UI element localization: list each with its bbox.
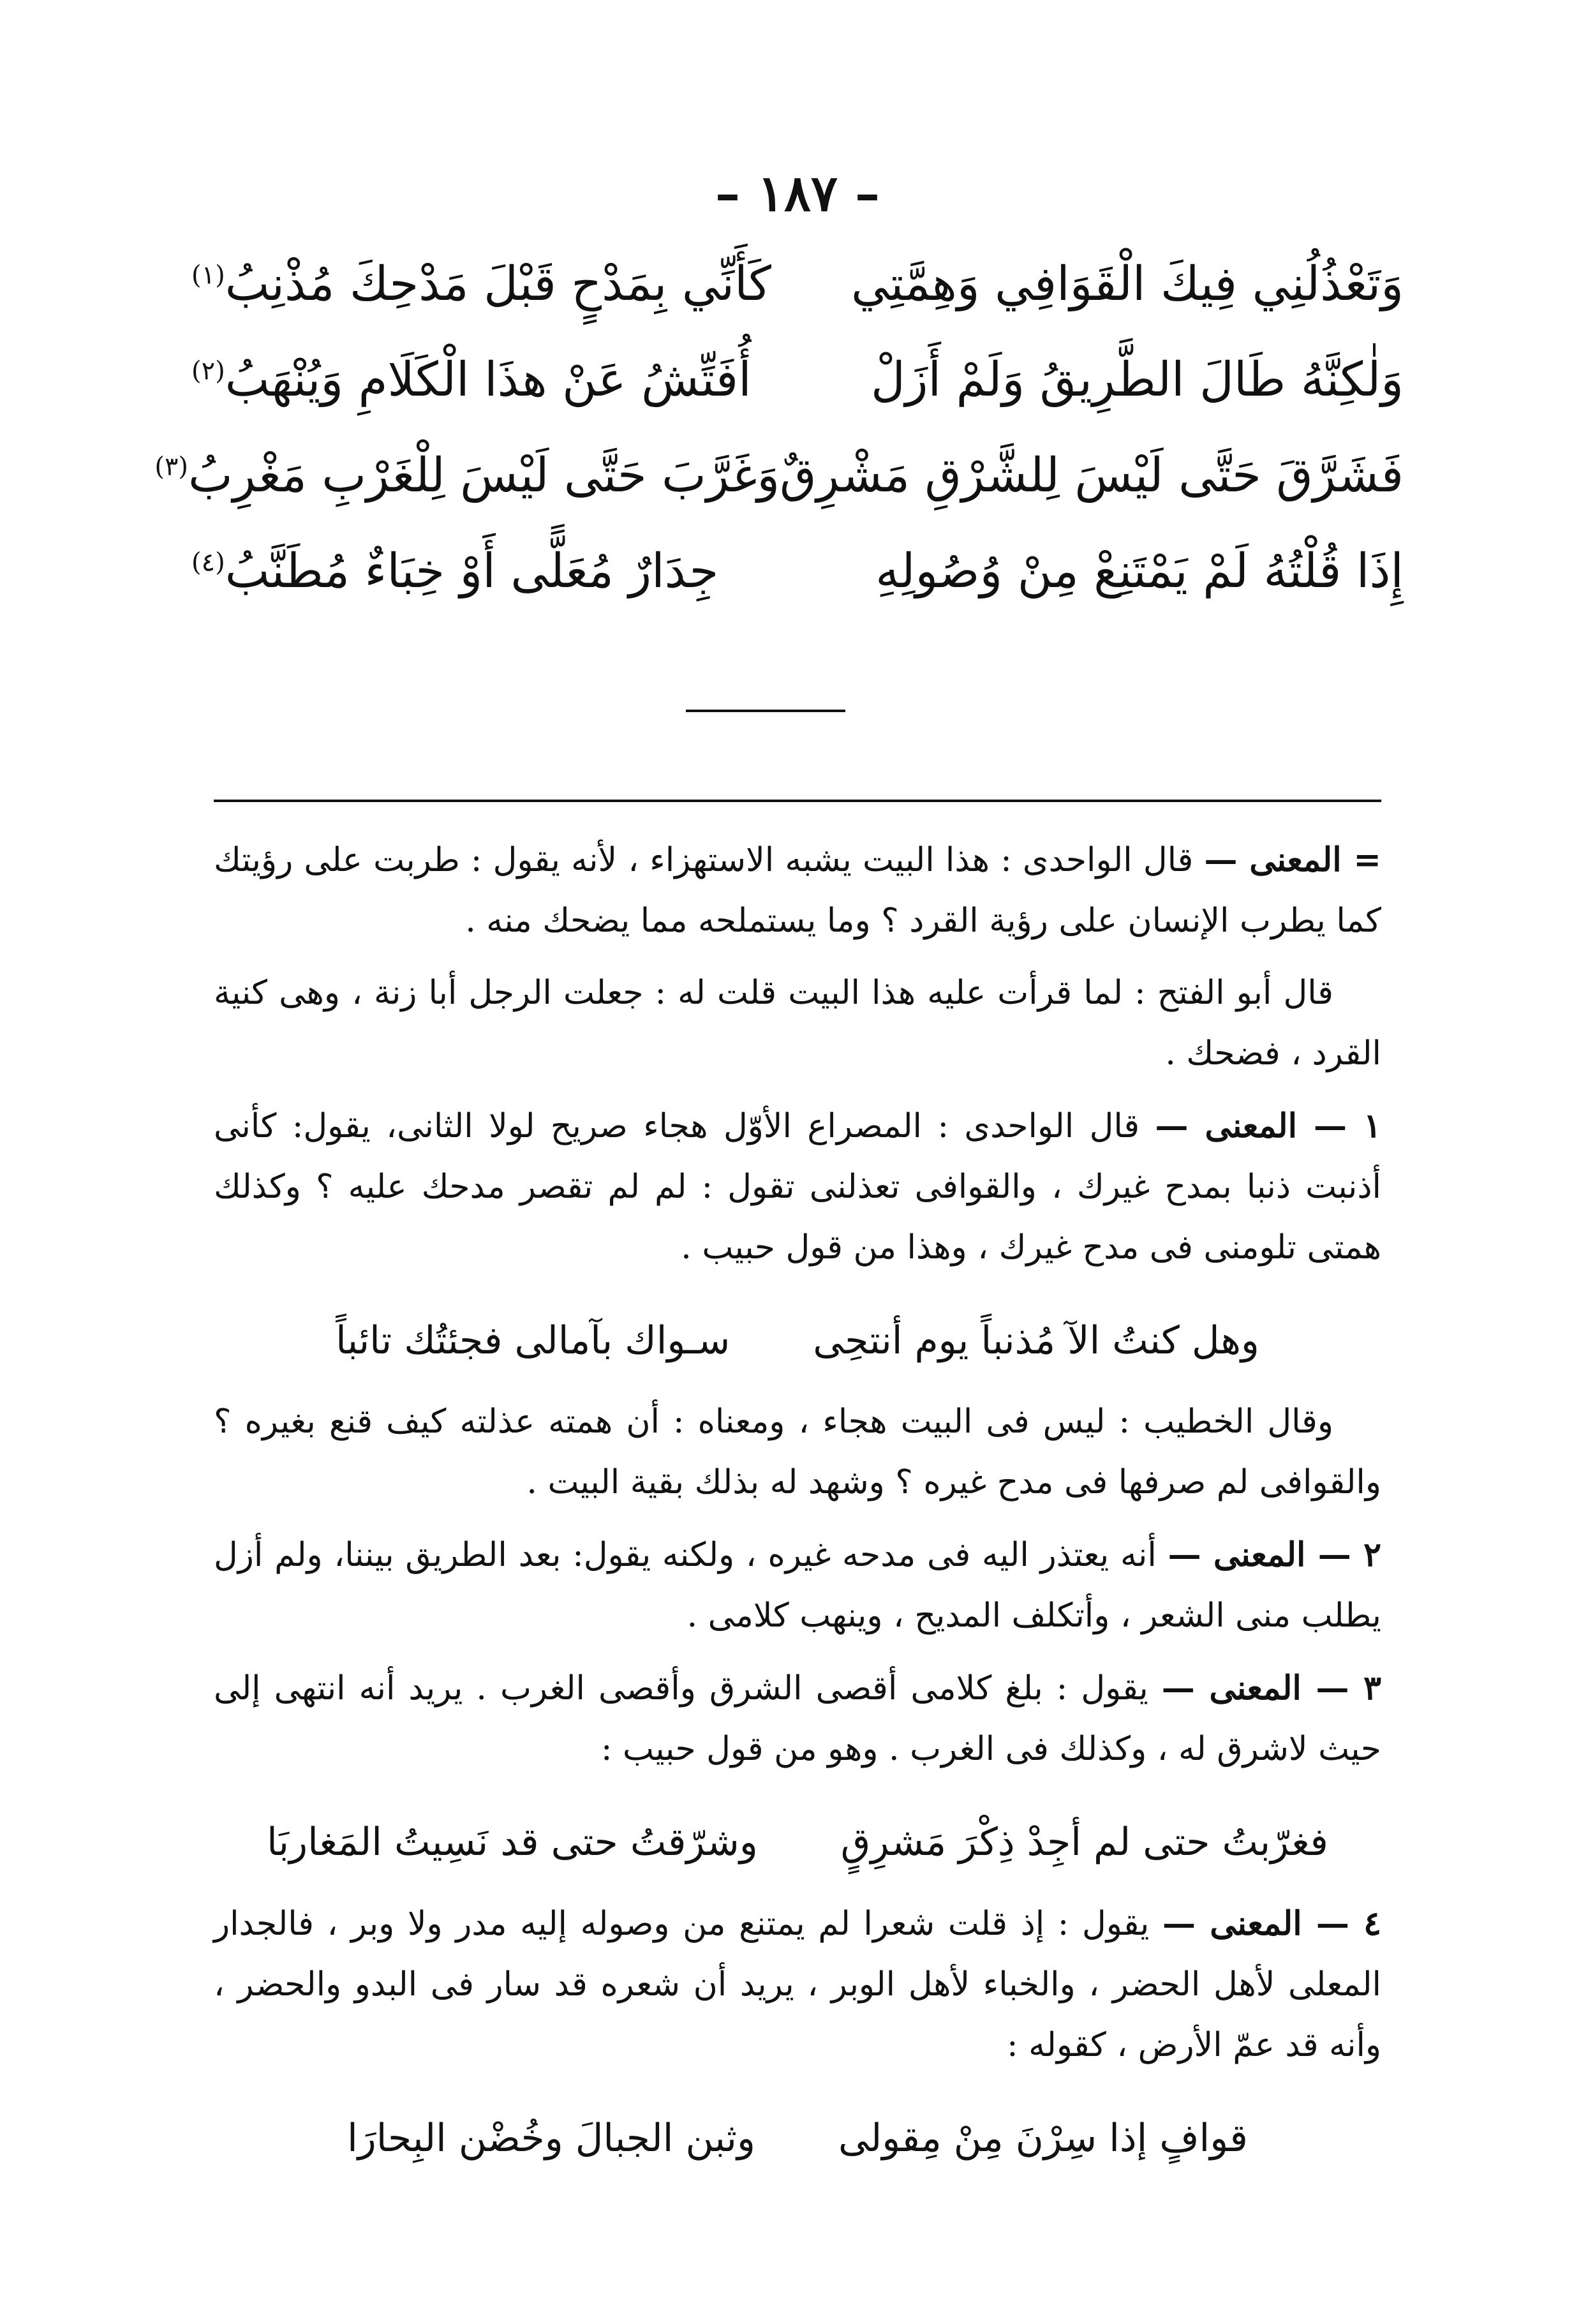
footnote-ref: (٤) (191, 547, 225, 577)
footnote-ref: (٣) (154, 452, 189, 482)
footnote-1: ١ — المعنى — قال الواحدى : المصراع الأوّل هجاء صريح لولا الثانى، يقول: كأنى أذنبت ذنبا بمدح غيرك ، والقوافى تعذلنى تقول : لم لم تقصر مدحك عليه ؟ وكذلك همتى تلومنى فى مدح غيرك ، وهذا من قول حبيب . (214, 1106, 1381, 1267)
footnote-ref: (١) (191, 260, 225, 290)
verse-line (191, 332, 1404, 428)
footnote-label: ١ — المعنى — (1155, 1106, 1381, 1145)
page-number: – ١٨٧ – (715, 165, 880, 223)
verse-first-hemistich: وَلٰكِنَّهُ طَالَ الطَّرِيقُ وَلَمْ أَزَلْ (871, 352, 1404, 407)
footnote-separator (214, 800, 1381, 802)
footnote-0: = المعنى — قال الواحدى : هذا البيت يشبه الاستهزاء ، لأنه يقول : طربت على رؤيتك كما يطرب الإنسان على رؤية القرد ؟ وما يستملحه مما يضحك منه . (214, 840, 1381, 940)
footnote-4: ٤ — المعنى — يقول : إذ قلت شعرا لم يمتنع من وصوله إليه مدر ولا وبر ، فالجدار المعلى لأهل الحضر ، والخباء لأهل الوبر ، يريد أن شعره قد سار فى البدو والحضر ، وأنه قد عمّ الأرض ، كقوله : (214, 1904, 1381, 2064)
footnote-label: = المعنى — (1204, 840, 1381, 879)
footnotes (214, 830, 1381, 2189)
verse-second-hemistich: وَغَرَّبَ حَتَّى لَيْسَ لِلْغَرْبِ مَغْرِبُ$^{(٣)}$ (154, 448, 780, 503)
verse-first-hemistich: إِذَا قُلْتُهُ لَمْ يَمْتَنِعْ مِنْ وُصُولِهِ (875, 544, 1404, 599)
verse-first-hemistich: وَتَعْذُلُنِي فِيكَ الْقَوَافِي وَهِمَّتِي (851, 257, 1404, 311)
poem (154, 236, 1404, 619)
quoted-verse: فغرّبتُ حتى لم أجِدْ ذِكْرَ مَشرِقٍ وشرّقتُ حتى قد نَسِيتُ المَغاربَا (267, 1819, 1328, 1865)
verse-line (191, 523, 1404, 619)
verse-first-hemistich: فَشَرَّقَ حَتَّى لَيْسَ لِلشَّرْقِ مَشْرِقٌ (780, 448, 1404, 503)
footnote-1-continued: وقال الخطيب : ليس فى البيت هجاء ، ومعناه : أن همته عذلته كيف قنع بغيره ؟ والقوافى لم صرفها فى مدح غيره ؟ وشهد له بذلك بقية البيت . (214, 1403, 1381, 1501)
footnote-0-continued: قال أبو الفتح : لما قرأت عليه هذا البيت قلت له : جعلت الرجل أبا زنة ، وهى كنية القرد ، فضحك . (214, 974, 1381, 1073)
verse-line (191, 236, 1404, 332)
verse-second-hemistich: كَأَنِّي بِمَدْحٍ قَبْلَ مَدْحِكَ مُذْنِبُ$^{(١)}$ (191, 257, 771, 311)
footnote-label: ٣ — المعنى — (1161, 1669, 1381, 1708)
poem-end-rule (686, 710, 845, 712)
footnote-3: ٣ — المعنى — يقول : بلغ كلامى أقصى الشرق وأقصى الغرب . يريد أنه انتهى إلى حيث لاشرق له ، وكذلك فى الغرب . وهو من قول حبيب : (214, 1669, 1381, 1768)
footnote-label: ٢ — المعنى — (1168, 1535, 1381, 1574)
quoted-verse: وهل كنتُ الآ مُذنباً يوم أنتحِى سـواك بآمالى فجئتُك تائباً (336, 1318, 1259, 1363)
verse-line (154, 428, 1404, 523)
footnote-label: ٤ — المعنى — (1162, 1904, 1381, 1943)
verse-second-hemistich: جِدَارٌ مُعَلًّى أَوْ خِبَاءٌ مُطَنَّبُ$^{(٤)}$ (191, 544, 719, 599)
footnote-ref: (٢) (191, 356, 225, 386)
verse-second-hemistich: أُفَتِّشُ عَنْ هذَا الْكَلَامِ وَيُنْهَبُ$^{(٢)}$ (191, 352, 752, 407)
quoted-verse: قوافٍ إذا سِرْنَ مِنْ مِقولى وثبن الجبالَ وخُضْن البِحارَا (347, 2115, 1248, 2161)
footnote-2: ٢ — المعنى — أنه يعتذر اليه فى مدحه غيره ، ولكنه يقول: بعد الطريق بيننا، ولم أزل يطلب منى الشعر ، وأتكلف المديح ، وينهب كلامى . (214, 1535, 1381, 1635)
